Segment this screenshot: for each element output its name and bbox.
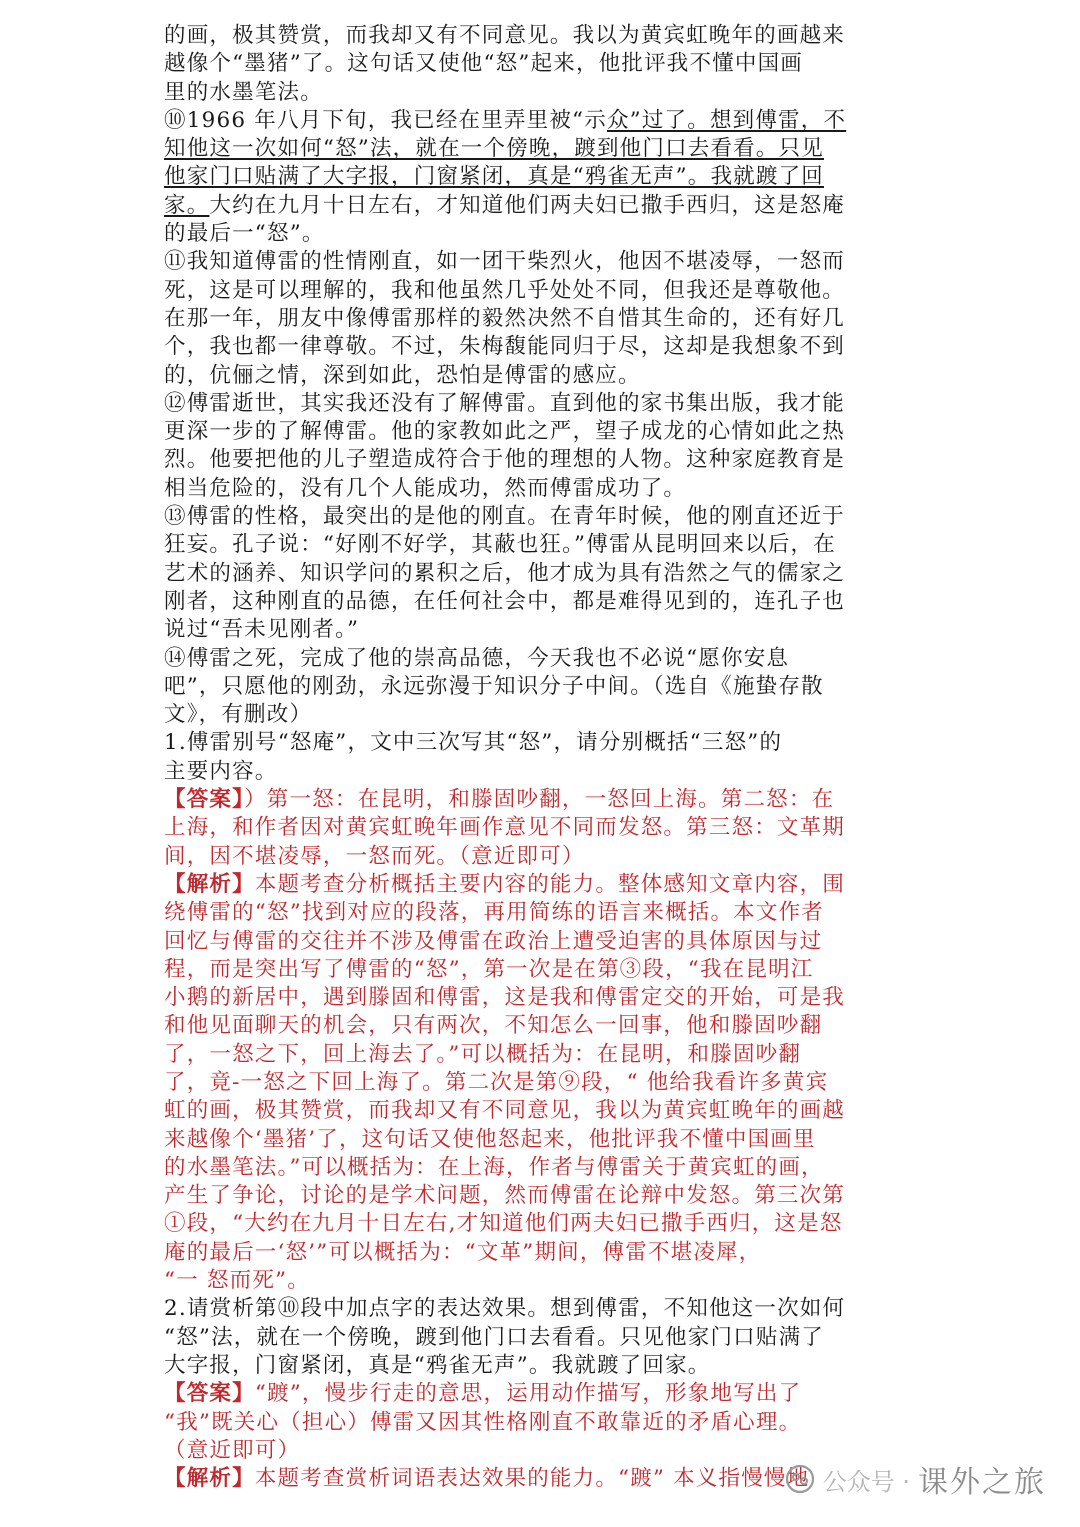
line-text: 众”过了。想到傅雷，不: [606, 107, 847, 133]
text-line: “怒”法，就在一个傍晚，踱到他门口去看看。只见他家门口贴满了: [164, 1324, 824, 1350]
text-line: 说过“吾未见刚者。”: [164, 617, 360, 643]
text-line: ⑪我知道傅雷的性情刚直，如一团干柴烈火，他因不堪凌辱，一怒而: [164, 249, 846, 275]
answer-line: （意近即可）: [164, 1437, 301, 1463]
text-line: 越像个“墨猪”了。这句话又使他“怒”起来，他批评我不懂中国画: [164, 51, 803, 77]
answer-line: “我”既关心（担心）傅雷又因其性格刚直不敢靠近的矛盾心理。: [164, 1409, 802, 1435]
text-line: 狂妄。孔子说：“好刚不好学，其蔽也狂。”傅雷从昆明回来以后，在: [164, 532, 836, 558]
text-line: 里的水墨笔法。: [164, 79, 323, 105]
answer-tag: 【答案】: [164, 1381, 255, 1407]
answer-tag: 【解析】: [164, 871, 255, 897]
text-line: 刚者，这种刚直的品德，在任何社会中，都是难得见到的，连孔子也: [164, 588, 846, 614]
answer-line: 间，因不堪凌辱，一怒而死。（意近即可）: [164, 843, 585, 869]
text-line: ⑬傅雷的性格，最突出的是他的刚直。在青年时候，他的刚直还近于: [164, 504, 846, 530]
answer-line: 的水墨笔法。”可以概括为：在上海，作者与傅雷关于黄宾虹的画，: [164, 1154, 824, 1180]
line-text: 大约在九月十日左右，才知道他们两夫妇已撒手西归，这是怒庵: [209, 192, 846, 218]
text-line: ⑫傅雷逝世，其实我还没有了解傅雷。直到他的家书集出版，我才能: [164, 390, 846, 416]
line-text: ）第一怒：在昆明，和滕固吵翻，一怒回上海。第二怒：在: [244, 787, 835, 813]
answer-line: 庵的最后一‘怒’”可以概括为：“文革”期间，傅雷不堪凌犀，: [164, 1239, 762, 1265]
text-line: 更深一步的了解傅雷。他的家教如此之严，望子成龙的心情如此之热: [164, 419, 846, 445]
text-line: 个，我也都一律尊敬。不过，朱梅馥能同归于尽，这却是我想象不到: [164, 334, 846, 360]
line-text: 本题考查赏析词语表达效果的能力。“踱” 本义指慢慢地: [254, 1466, 810, 1492]
text-line: ⑭傅雷之死，完成了他的崇高品德，今天我也不必说“愿你安息: [164, 645, 790, 671]
text-line: [164, 192, 916, 220]
text-line: 烈。他要把他的儿子塑造成符合于他的理想的人物。这种家庭教育是: [164, 447, 846, 473]
text-line: [164, 163, 916, 191]
answer-tag: 【答案】: [164, 787, 245, 813]
answer-line: 了，竟-一怒之下回上海了。第二次是第⑨段，“ 他给我看许多黄宾: [164, 1069, 829, 1095]
answer-line: ①段，“大约在九月十日左右,才知道他们两夫妇已撒手西归，这是怒: [164, 1211, 843, 1237]
wechat-official-account-icon: [785, 1464, 815, 1494]
text-line: 艺术的涵养、知识学问的累积之后，他才成为具有浩然之气的儒家之: [164, 560, 846, 586]
answer-line: 程，而是突出写了傅雷的“怒”，第一次是在第③段，“我在昆明江: [164, 956, 814, 982]
line-text: 知他这一次如何“怒”法，就在一个傍晚，踱到他门口去看看。只见: [164, 136, 824, 162]
answer-line: “一 怒而死”。: [164, 1268, 310, 1294]
answer-line: [164, 786, 916, 814]
answer-line: 上海，和作者因对黄宾虹晚年画作意见不同而发怒。第三怒：文革期: [164, 815, 846, 841]
answer-line: 回忆与傅雷的交往并不涉及傅雷在政治上遭受迫害的具体原因与过: [164, 928, 823, 954]
document-body: [164, 22, 916, 1493]
line-text: 本题考查分析概括主要内容的能力。整体感知文章内容，围: [254, 871, 846, 897]
line-text: “踱”，慢步行走的意思，运用动作描写，形象地写出了: [254, 1381, 802, 1407]
text-line: 的最后一“怒”。: [164, 221, 325, 247]
answer-line: 了，一怒之下，回上海去了。”可以概括为：在昆明，和滕固吵翻: [164, 1041, 802, 1067]
text-line: 1.傅雷别号“怒庵”，文中三次写其“怒”，请分别概括“三怒”的: [164, 730, 783, 756]
text-line: [164, 107, 916, 135]
text-line: 主要内容。: [164, 758, 278, 784]
text-line: 在那一年，朋友中像傅雷那样的毅然决然不自惜其生命的，还有好几: [164, 305, 846, 331]
text-line: 死，这是可以理解的，我和他虽然几乎处处不同，但我还是尊敬他。: [164, 277, 846, 303]
text-line: 的画，极其赞赏，而我却又有不同意见。我以为黄宾虹晚年的画越来: [164, 23, 846, 48]
answer-line: [164, 871, 916, 899]
text-line: 文》，有删改）: [164, 702, 313, 728]
text-line: 2.请赏析第⑩段中加点字的表达效果。想到傅雷，不知他这一次如何: [164, 1296, 846, 1322]
line-text: ⑩1966 年八月下旬，我已经在里弄里被“示: [164, 107, 607, 133]
answer-line: 和他见面聊天的机会，只有两次，不知怎么一回事，他和滕固吵翻: [164, 1013, 823, 1039]
line-text: 他家门口贴满了大字报，门窗紧闭，真是“鸦雀无声”。我就踱了回: [164, 164, 824, 190]
answer-line: 绕傅雷的“怒”找到对应的段落，再用简练的语言来概括。本文作者: [164, 900, 824, 926]
text-line: 大字报，门窗紧闭，真是“鸦雀无声”。我就踱了回家。: [164, 1352, 711, 1378]
text-line: 相当危险的，没有几个人能成功，然而傅雷成功了。: [164, 475, 687, 501]
watermark: [785, 1459, 1046, 1499]
text-line: 吧”，只愿他的刚劲，永远弥漫于知识分子中间。（选自《施蛰存散: [164, 673, 824, 699]
answer-line: 产生了争论，讨论的是学术问题，然而傅雷在论辩中发怒。第三次第: [164, 1183, 846, 1209]
answer-line: 来越像个‘墨猪’了，这句话又使他怒起来，他批评我不懂中国画里: [164, 1126, 816, 1152]
answer-line: 虹的画，极其赞赏，而我却又有不同意见，我以为黄宾虹晚年的画越: [164, 1098, 846, 1124]
answer-line: [164, 1380, 916, 1408]
watermark-prefix: 公众号 ·: [822, 1467, 910, 1496]
line-text: 家。: [164, 192, 210, 218]
answer-line: 小鹅的新居中，遇到滕固和傅雷，这是我和傅雷定交的开始，可是我: [164, 985, 846, 1011]
watermark-name: 课外之旅: [918, 1465, 1046, 1500]
text-line: 的，伉俪之情，深到如此，恐怕是傅雷的感应。: [164, 362, 641, 388]
text-line: [164, 135, 916, 163]
answer-tag: 【解析】: [164, 1466, 255, 1492]
